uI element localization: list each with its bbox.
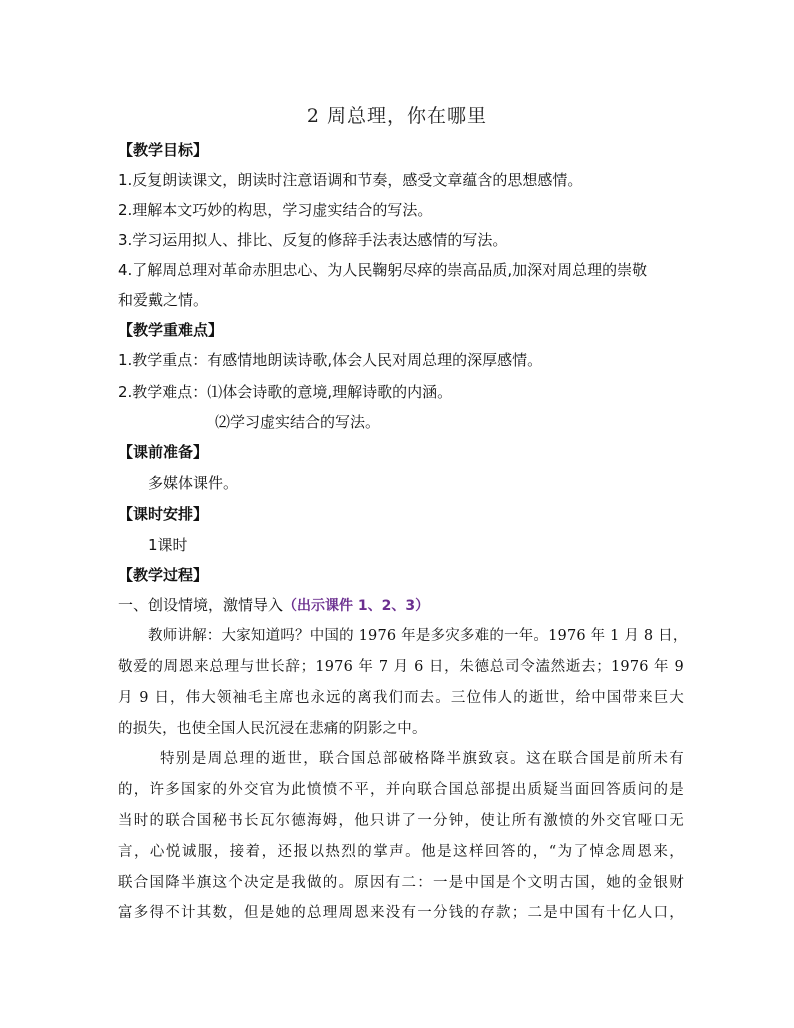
paragraph-line: 月 9 日，伟大领袖毛主席也永远的离我们而去。三位伟人的逝世，给中国带来巨大	[118, 690, 684, 706]
objective-line: 4.了解周总理对革命赤胆忠心、为人民鞠躬尽瘁的崇高品质,加深对周总理的崇敬	[118, 261, 648, 279]
keypoint-line: ⑵学习虚实结合的写法。	[215, 413, 381, 431]
paragraph-line: 敬爱的周恩来总理与世长辞；1976 年 7 月 6 日，朱德总司令溘然逝去；1976 年 9	[118, 659, 684, 675]
keypoints-heading: 【教学重难点】	[118, 321, 224, 339]
paragraph-line: 富多得不计其数，但是她的总理周恩来没有一分钱的存款；二是中国有十亿人口，	[118, 905, 684, 921]
page-title: 2 周总理，你在哪里	[306, 105, 488, 127]
objective-line: 2.理解本文巧妙的构思，学习虚实结合的写法。	[118, 201, 433, 219]
process-heading: 【教学过程】	[118, 566, 209, 584]
prep-heading: 【课前准备】	[118, 443, 209, 461]
objective-line: 3.学习运用拟人、排比、反复的修辞手法表达感情的写法。	[118, 231, 508, 249]
objectives-heading: 【教学目标】	[118, 141, 209, 159]
paragraph-line: 联合国降半旗这个决定是我做的。原因有二：一是中国是个文明古国，她的金银财	[118, 875, 684, 891]
paragraph-line: 的，许多国家的外交官为此愤愤不平，并向联合国总部提出质疑当面回答质问的是	[118, 782, 684, 798]
process-step-1-note: （出示课件 1、2、3）	[283, 598, 430, 614]
objective-line: 1.反复朗读课文，朗读时注意语调和节奏，感受文章蕴含的思想感情。	[118, 171, 583, 189]
paragraph-line: 的损失，也使全国人民沉浸在悲痛的阴影之中。	[118, 721, 427, 737]
process-step-1-text: 一、创设情境，激情导入	[118, 596, 284, 614]
objective-line: 和爱戴之情。	[118, 291, 209, 309]
keypoint-line: 2.教学难点：⑴体会诗歌的意境,理解诗歌的内涵。	[118, 383, 453, 401]
keypoint-line: 1.教学重点：有感情地朗读诗歌,体会人民对周总理的深厚感情。	[118, 351, 543, 369]
paragraph-line: 教师讲解：大家知道吗？中国的 1976 年是多灾多难的一年。1976 年 1 月 8 日，	[148, 628, 688, 644]
paragraph-line: 言，心悦诚服，接着，还报以热烈的掌声。他是这样回答的，“为了悼念周恩来，	[118, 844, 684, 860]
paragraph-line: 当时的联合国秘书长瓦尔德海姆，他只讲了一分钟，使让所有激愤的外交官哑口无	[118, 813, 684, 829]
paragraph-line: 特别是周总理的逝世，联合国总部破格降半旗致哀。这在联合国是前所未有	[160, 751, 684, 767]
schedule-heading: 【课时安排】	[118, 505, 209, 523]
schedule-text: 1课时	[148, 536, 188, 554]
prep-text: 多媒体课件。	[148, 474, 239, 492]
process-step-1	[118, 594, 429, 617]
